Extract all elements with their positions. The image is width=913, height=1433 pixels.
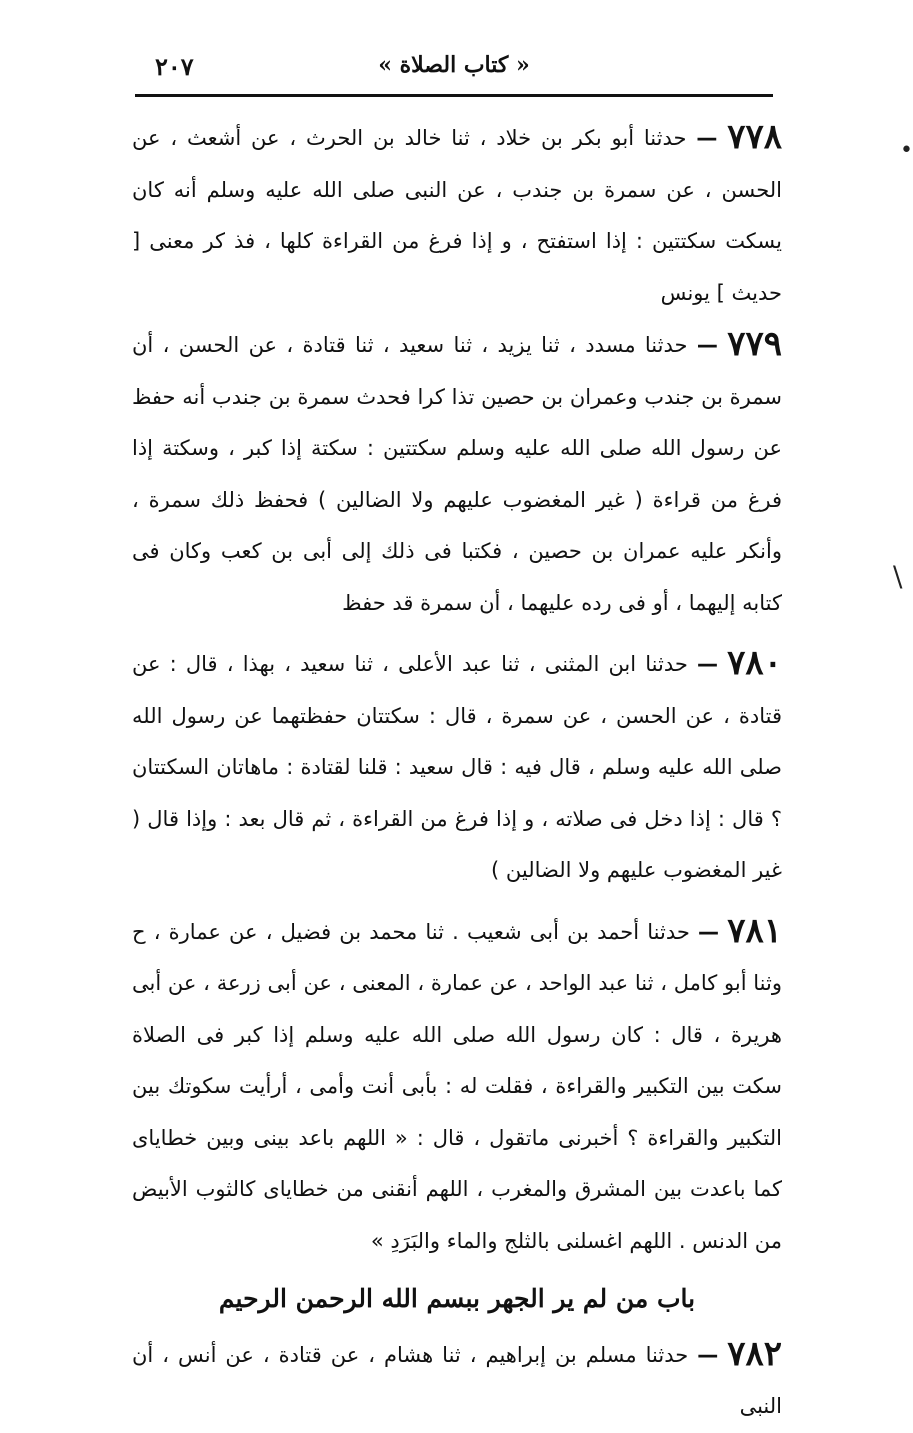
hadith-number: ٧٧٩ bbox=[727, 324, 782, 364]
hadith-paragraph-779 bbox=[132, 319, 782, 629]
page-header bbox=[135, 50, 773, 94]
header-rule bbox=[135, 94, 773, 97]
page-number: ٢٠٧ bbox=[155, 52, 194, 81]
hadith-number: ٧٨١ bbox=[727, 910, 782, 951]
hadith-number: ٧٨٢ bbox=[727, 1333, 782, 1374]
section-heading: باب من لم ير الجهر ببسم الله الرحمن الرحيم bbox=[218, 1284, 696, 1313]
chapter-title: « كتاب الصلاة » bbox=[378, 52, 530, 78]
hadith-paragraph-782 bbox=[132, 1329, 782, 1433]
hadith-text: حدثنا مسلم بن إبراهيم ، ثنا هشام ، عن قتادة ، عن أنس ، أن النبى bbox=[132, 1342, 782, 1418]
dash-separator: — bbox=[697, 652, 719, 676]
hadith-paragraph-780 bbox=[132, 638, 782, 897]
hadith-number: ٧٧٨ bbox=[727, 117, 782, 157]
hadith-paragraph-781 bbox=[132, 906, 782, 1268]
dash-separator: — bbox=[697, 1342, 719, 1367]
dash-separator: — bbox=[696, 333, 718, 357]
dash-separator: — bbox=[698, 919, 720, 944]
main-text bbox=[132, 112, 782, 1433]
hadith-paragraph-778 bbox=[132, 112, 782, 319]
hadith-text: حدثنا ابن المثنى ، ثنا عبد الأعلى ، ثنا سعيد ، بهذا ، قال : عن قتادة ، عن الحسن ، عن سمرة ، قال : سكتتان حفظتهما عن رسول الله صلى الله عليه وسلم ، قال فيه : قال سعيد : قلنا لقتادة : ماهاتان السكتتان ؟ قال : إذا دخل فى صلاته ، و إذا فرغ من القراءة ، ثم قال بعد : وإذا قال ( غير المغضوب عليهم ولا الضالين ) bbox=[132, 652, 782, 882]
margin-dot: • bbox=[900, 138, 913, 163]
hadith-text: حدثنا مسدد ، ثنا يزيد ، ثنا سعيد ، ثنا قتادة ، عن الحسن ، أن سمرة بن جندب وعمران بن حصين تذا كرا فحدث سمرة بن جندب أنه حفظ عن رسول الله صلى الله عليه وسلم سكتتين : سكتة إذا كبر ، وسكتة إذا فرغ من قراءة ( غير المغضوب عليهم ولا الضالين ) فحفظ ذلك سمرة ، وأنكر عليه عمران بن حصين ، فكتبا فى ذلك إلى أبى بن كعب وكان فى كتابه إليهما ، أو فى رده عليهما ، أن سمرة قد حفظ bbox=[132, 333, 782, 615]
dash-separator: — bbox=[696, 126, 718, 150]
margin-stroke: \ bbox=[893, 560, 903, 593]
hadith-number: ٧٨٠ bbox=[727, 643, 782, 683]
hadith-text: حدثنا أبو بكر بن خلاد ، ثنا خالد بن الحرث ، عن أشعث ، عن الحسن ، عن سمرة بن جندب ، عن النبى صلى الله عليه وسلم أنه كان يسكت سكتتين : إذا استفتح ، و إذا فرغ من القراءة كلها ، فذ كر معنى [ حديث ] يونس bbox=[132, 126, 782, 305]
hadith-text: حدثنا أحمد بن أبى شعيب . ثنا محمد بن فضيل ، عن عمارة ، ح وثنا أبو كامل ، ثنا عبد الواحد ، عن عمارة ، المعنى ، عن أبى زرعة ، عن أبى هريرة ، قال : كان رسول الله صلى الله عليه وسلم إذا كبر فى الصلاة سكت بين التكبير والقراءة ، فقلت له : بأبى أنت وأمى ، أرأيت سكوتك بين التكبير والقراءة ؟ أخبرنى ماتقول ، قال : « اللهم باعد بينى وبين خطاياى كما باعدت بين المشرق والمغرب ، اللهم أنقنى من خطاياى كالثوب الأبيض من الدنس . اللهم اغسلنى بالثلج والماء والبَرَدِ » bbox=[132, 919, 782, 1253]
